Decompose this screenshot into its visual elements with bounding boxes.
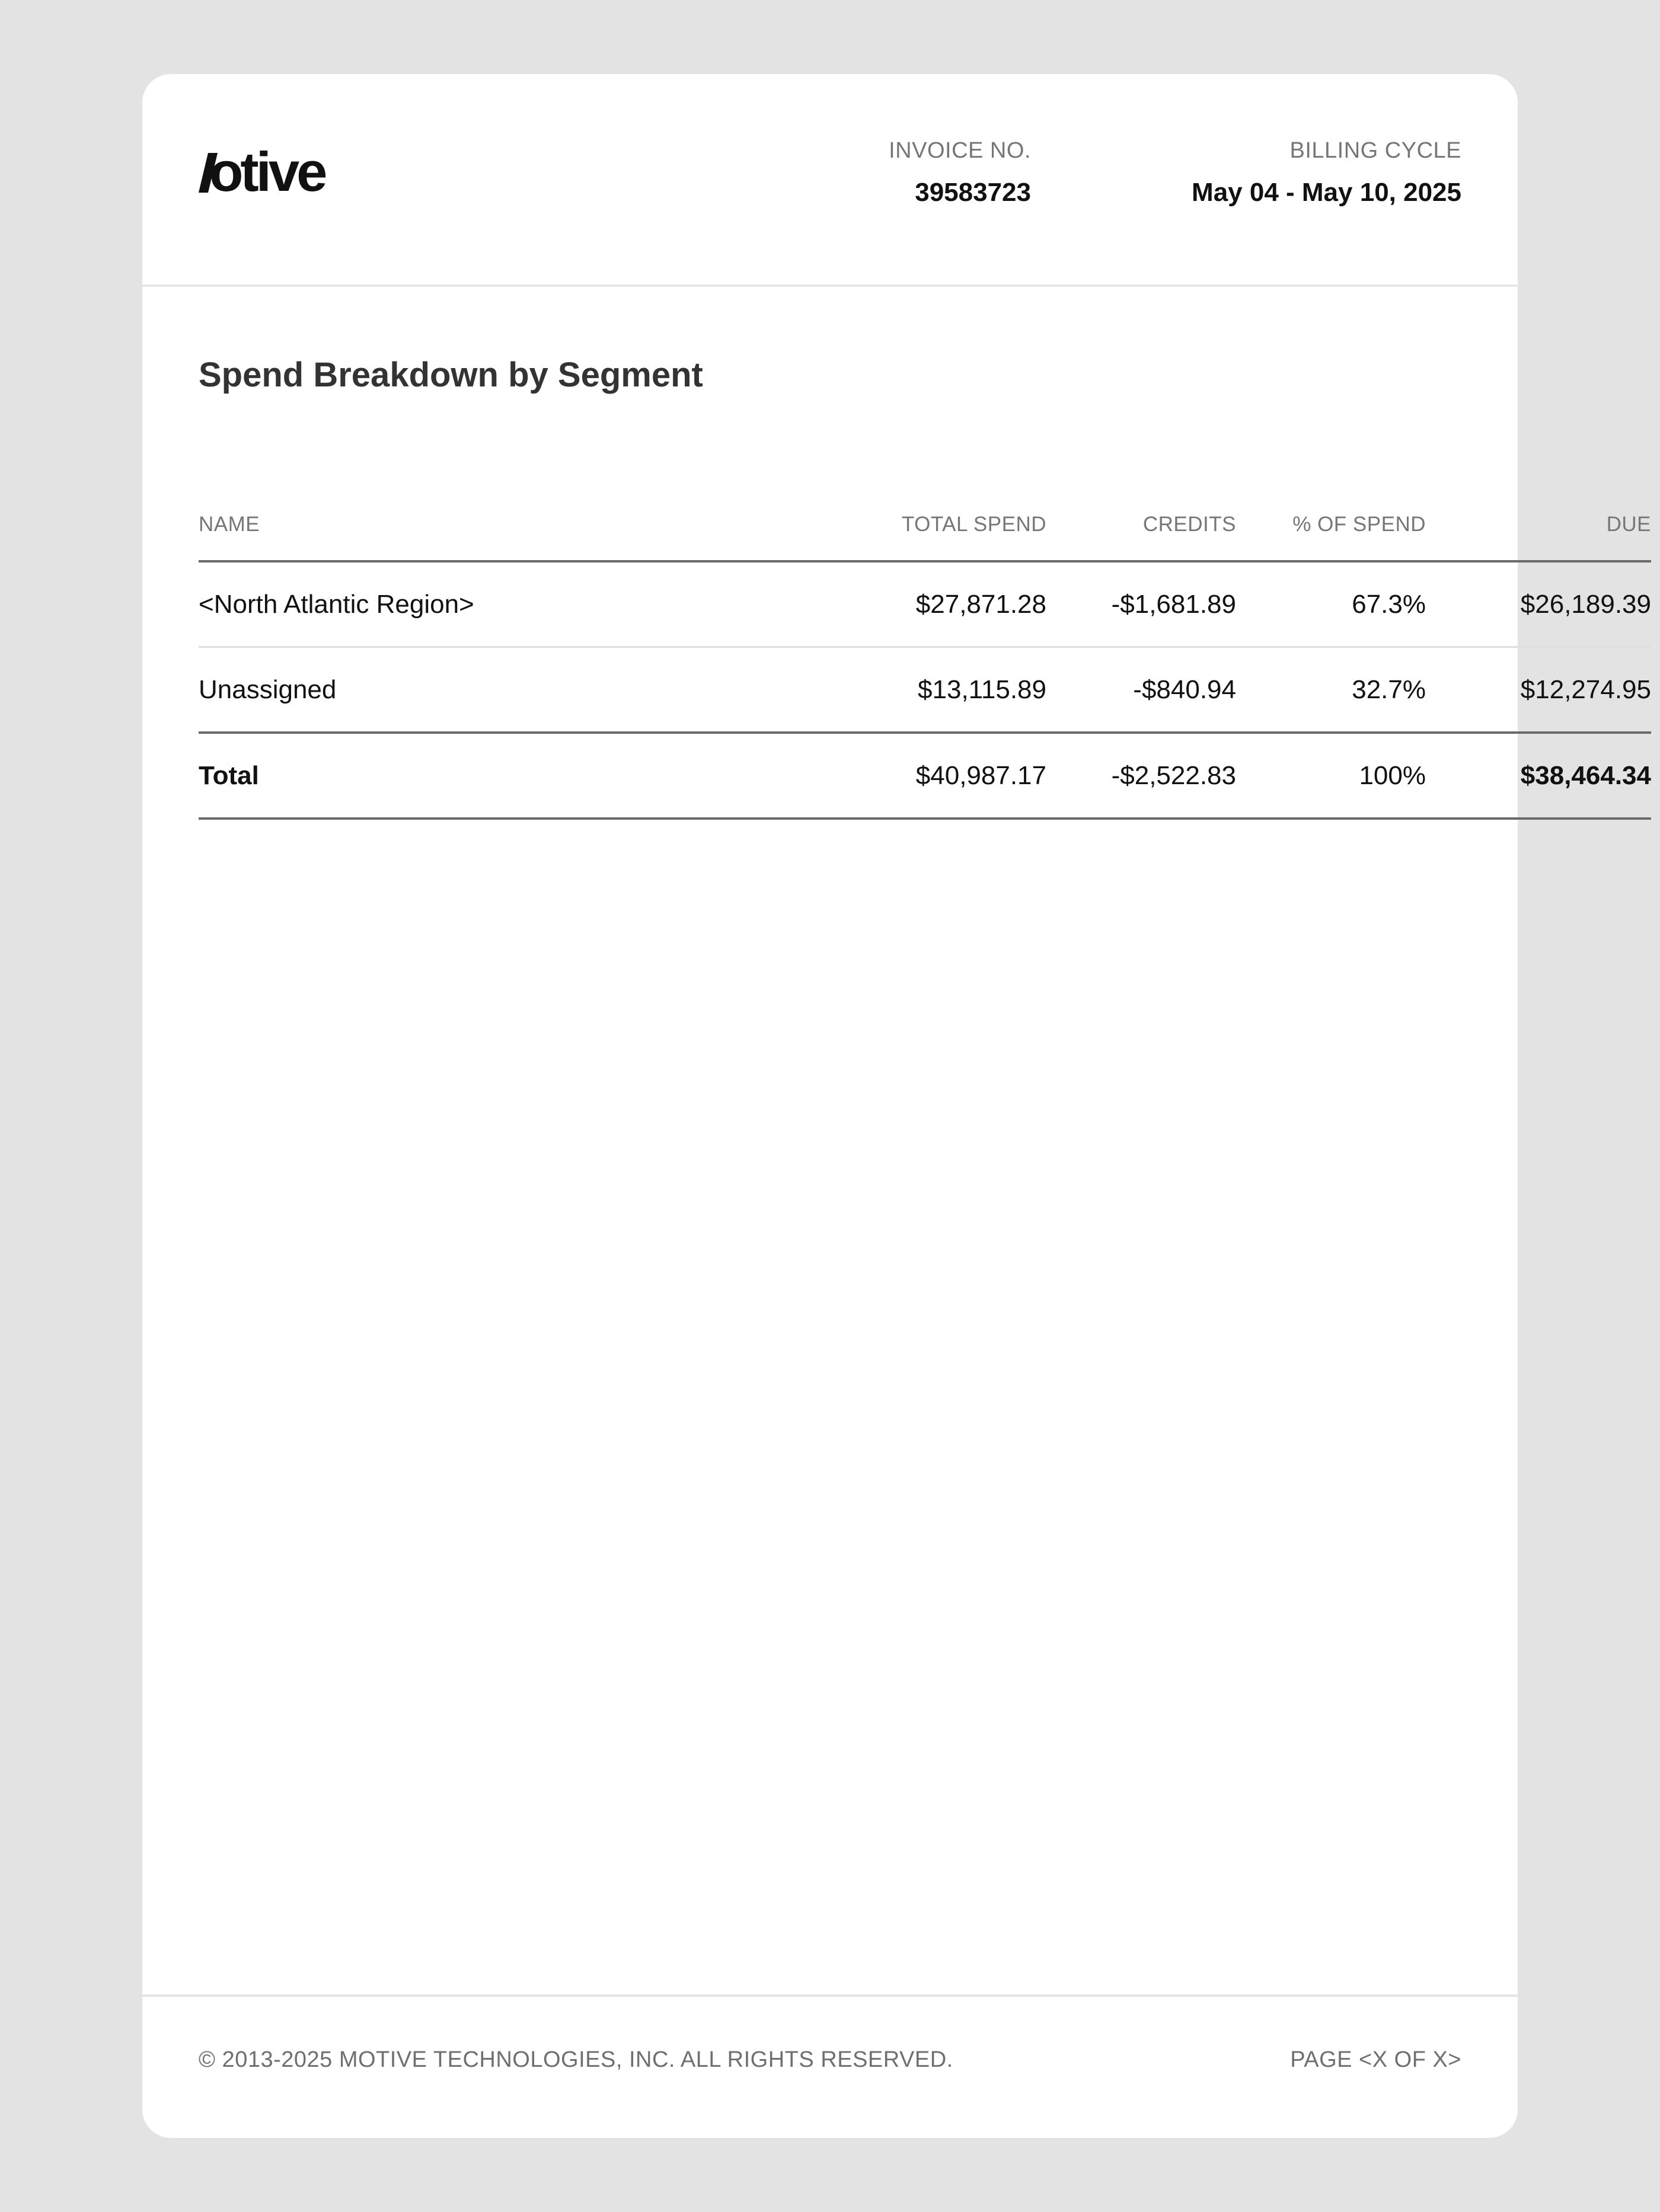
billing-cycle-block: [1192, 136, 1461, 209]
svg-text:otive: otive: [209, 140, 325, 203]
spend-breakdown-table: [199, 489, 1651, 820]
billing-cycle-label: BILLING CYCLE: [1289, 138, 1461, 163]
column-header-percent-of-spend: % OF SPEND: [1236, 489, 1426, 561]
total-label: Total: [199, 733, 857, 819]
column-header-name: NAME: [199, 489, 857, 561]
segment-due: $26,189.39: [1426, 561, 1651, 647]
invoice-header: [142, 74, 1518, 287]
invoice-number-label: INVOICE NO.: [889, 138, 1031, 163]
segment-name: Unassigned: [199, 647, 857, 733]
total-spend-value: $40,987.17: [857, 733, 1046, 819]
segment-due: $12,274.95: [1426, 647, 1651, 733]
total-percent-value: 100%: [1236, 733, 1426, 819]
segment-total-spend: $27,871.28: [857, 561, 1046, 647]
table-row: [199, 647, 1651, 733]
billing-cycle-value: May 04 - May 10, 2025: [1192, 178, 1461, 207]
table-header-row: [199, 489, 1651, 561]
segment-credits: -$840.94: [1046, 647, 1236, 733]
invoice-page: [142, 74, 1651, 2138]
column-header-total-spend: TOTAL SPEND: [857, 489, 1046, 561]
segment-total-spend: $13,115.89: [857, 647, 1046, 733]
segment-name: <North Atlantic Region>: [199, 561, 857, 647]
table-row: [199, 561, 1651, 647]
total-due-value: $38,464.34: [1426, 733, 1651, 819]
total-row: [199, 733, 1651, 819]
motive-logo: [199, 135, 388, 203]
column-header-credits: CREDITS: [1046, 489, 1236, 561]
segment-percent: 67.3%: [1236, 561, 1426, 647]
invoice-footer: [142, 1994, 1518, 2140]
invoice-number-value: 39583723: [915, 178, 1031, 207]
segment-percent: 32.7%: [1236, 647, 1426, 733]
column-header-due: DUE: [1426, 489, 1651, 561]
total-credits-value: -$2,522.83: [1046, 733, 1236, 819]
segment-credits: -$1,681.89: [1046, 561, 1236, 647]
section-title: Spend Breakdown by Segment: [199, 356, 703, 394]
copyright-text: © 2013-2025 MOTIVE TECHNOLOGIES, INC. ALL RIGHTS RESERVED.: [199, 2047, 953, 2072]
page-indicator: PAGE <X OF X>: [1290, 2047, 1461, 2072]
invoice-number-block: [889, 136, 1031, 209]
